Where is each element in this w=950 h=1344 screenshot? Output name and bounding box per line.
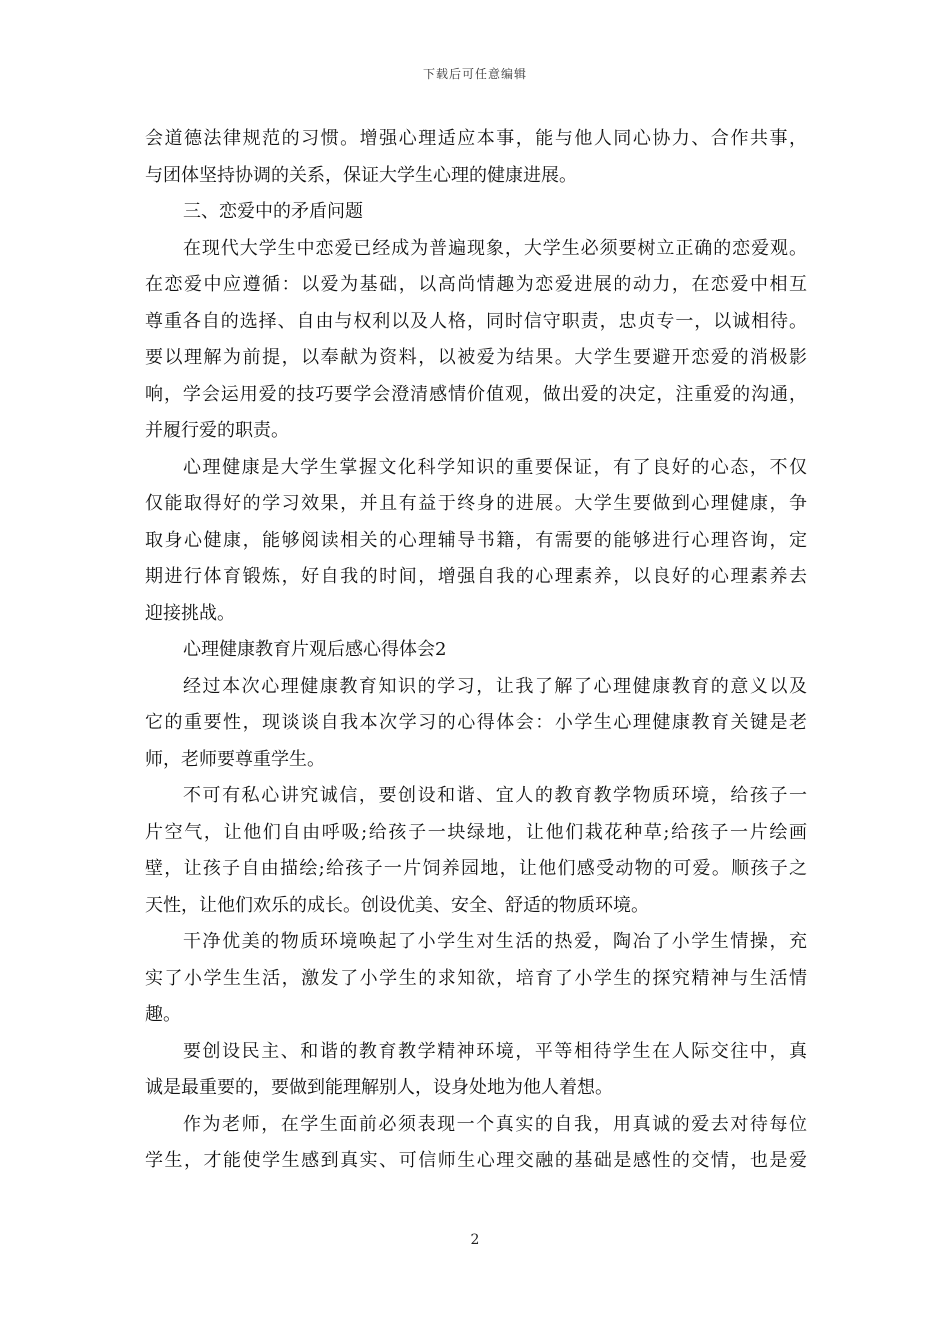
section-heading: 心理健康教育片观后感心得体会2 <box>183 639 447 660</box>
text-line: 与团体坚持协调的关系，保证大学生心理的健康进展。 <box>145 164 577 186</box>
document-body <box>145 121 807 1180</box>
text-line: 实了小学生生活，激发了小学生的求知欲，培育了小学生的探究精神与生活情 <box>145 967 807 989</box>
section-heading: 三、恋爱中的矛盾问题 <box>183 201 363 222</box>
text-line: 响，学会运用爱的技巧要学会澄清感情价值观，做出爱的决定，注重爱的沟通， <box>145 383 807 405</box>
page-header: 下载后可任意编辑 <box>422 67 527 81</box>
text-line: 并履行爱的职责。 <box>145 420 289 441</box>
text-line: 不可有私心讲究诚信，要创设和谐、宜人的教育教学物质环境，给孩子一 <box>183 785 807 806</box>
text-line: 师，老师要尊重学生。 <box>145 748 325 770</box>
text-line: 取身心健康，能够阅读相关的心理辅导书籍，有需要的能够进行心理咨询，定 <box>145 529 807 551</box>
text-line: 经过本次心理健康教育知识的学习，让我了解了心理健康教育的意义以及 <box>183 675 807 697</box>
text-line: 趣。 <box>145 1004 181 1025</box>
text-line: 在恋爱中应遵循：以爱为基础，以高尚情趣为恋爱进展的动力，在恋爱中相互 <box>145 274 807 295</box>
text-line: 在现代大学生中恋爱已经成为普遍现象，大学生必须要树立正确的恋爱观。 <box>183 237 807 259</box>
text-line: 尊重各自的选择、自由与权利以及人格，同时信守职责，忠贞专一，以诚相待。 <box>145 310 807 332</box>
page-number: 2 <box>470 1232 480 1248</box>
text-line: 期进行体育锻炼，好自我的时间，增强自我的心理素养，以良好的心理素养去 <box>145 566 807 587</box>
text-line: 迎接挑战。 <box>145 602 235 624</box>
text-line: 壁，让孩子自由描绘;给孩子一片饲养园地，让他们感受动物的可爱。顺孩子之 <box>145 858 807 879</box>
text-line: 天性，让他们欢乐的成长。创设优美、安全、舒适的物质环境。 <box>145 894 649 916</box>
text-line: 作为老师，在学生面前必须表现一个真实的自我，用真诚的爱去对待每位 <box>183 1113 807 1135</box>
text-line: 仅能取得好的学习效果，并且有益于终身的进展。大学生要做到心理健康，争 <box>145 493 807 514</box>
text-line: 心理健康是大学生掌握文化科学知识的重要保证，有了良好的心态，不仅 <box>183 456 807 478</box>
text-line: 片空气，让他们自由呼吸;给孩子一块绿地，让他们栽花种草;给孩子一片绘画 <box>145 821 807 843</box>
text-line: 诚是最重要的，要做到能理解别人，设身处地为他人着想。 <box>145 1077 613 1098</box>
text-line: 要创设民主、和谐的教育教学精神环境，平等相待学生在人际交往中，真 <box>183 1040 807 1062</box>
text-line: 会道德法律规范的习惯。增强心理适应本事，能与他人同心协力、合作共事， <box>145 128 807 149</box>
text-line: 干净优美的物质环境唤起了小学生对生活的热爱，陶冶了小学生情操，充 <box>183 931 807 952</box>
text-line: 它的重要性，现谈谈自我本次学习的心得体会：小学生心理健康教育关键是老 <box>145 712 807 733</box>
text-line: 学生，才能使学生感到真实、可信师生心理交融的基础是感性的交情，也是爱 <box>145 1150 807 1171</box>
text-line: 要以理解为前提，以奉献为资料，以被爱为结果。大学生要避开恋爱的消极影 <box>145 347 807 368</box>
